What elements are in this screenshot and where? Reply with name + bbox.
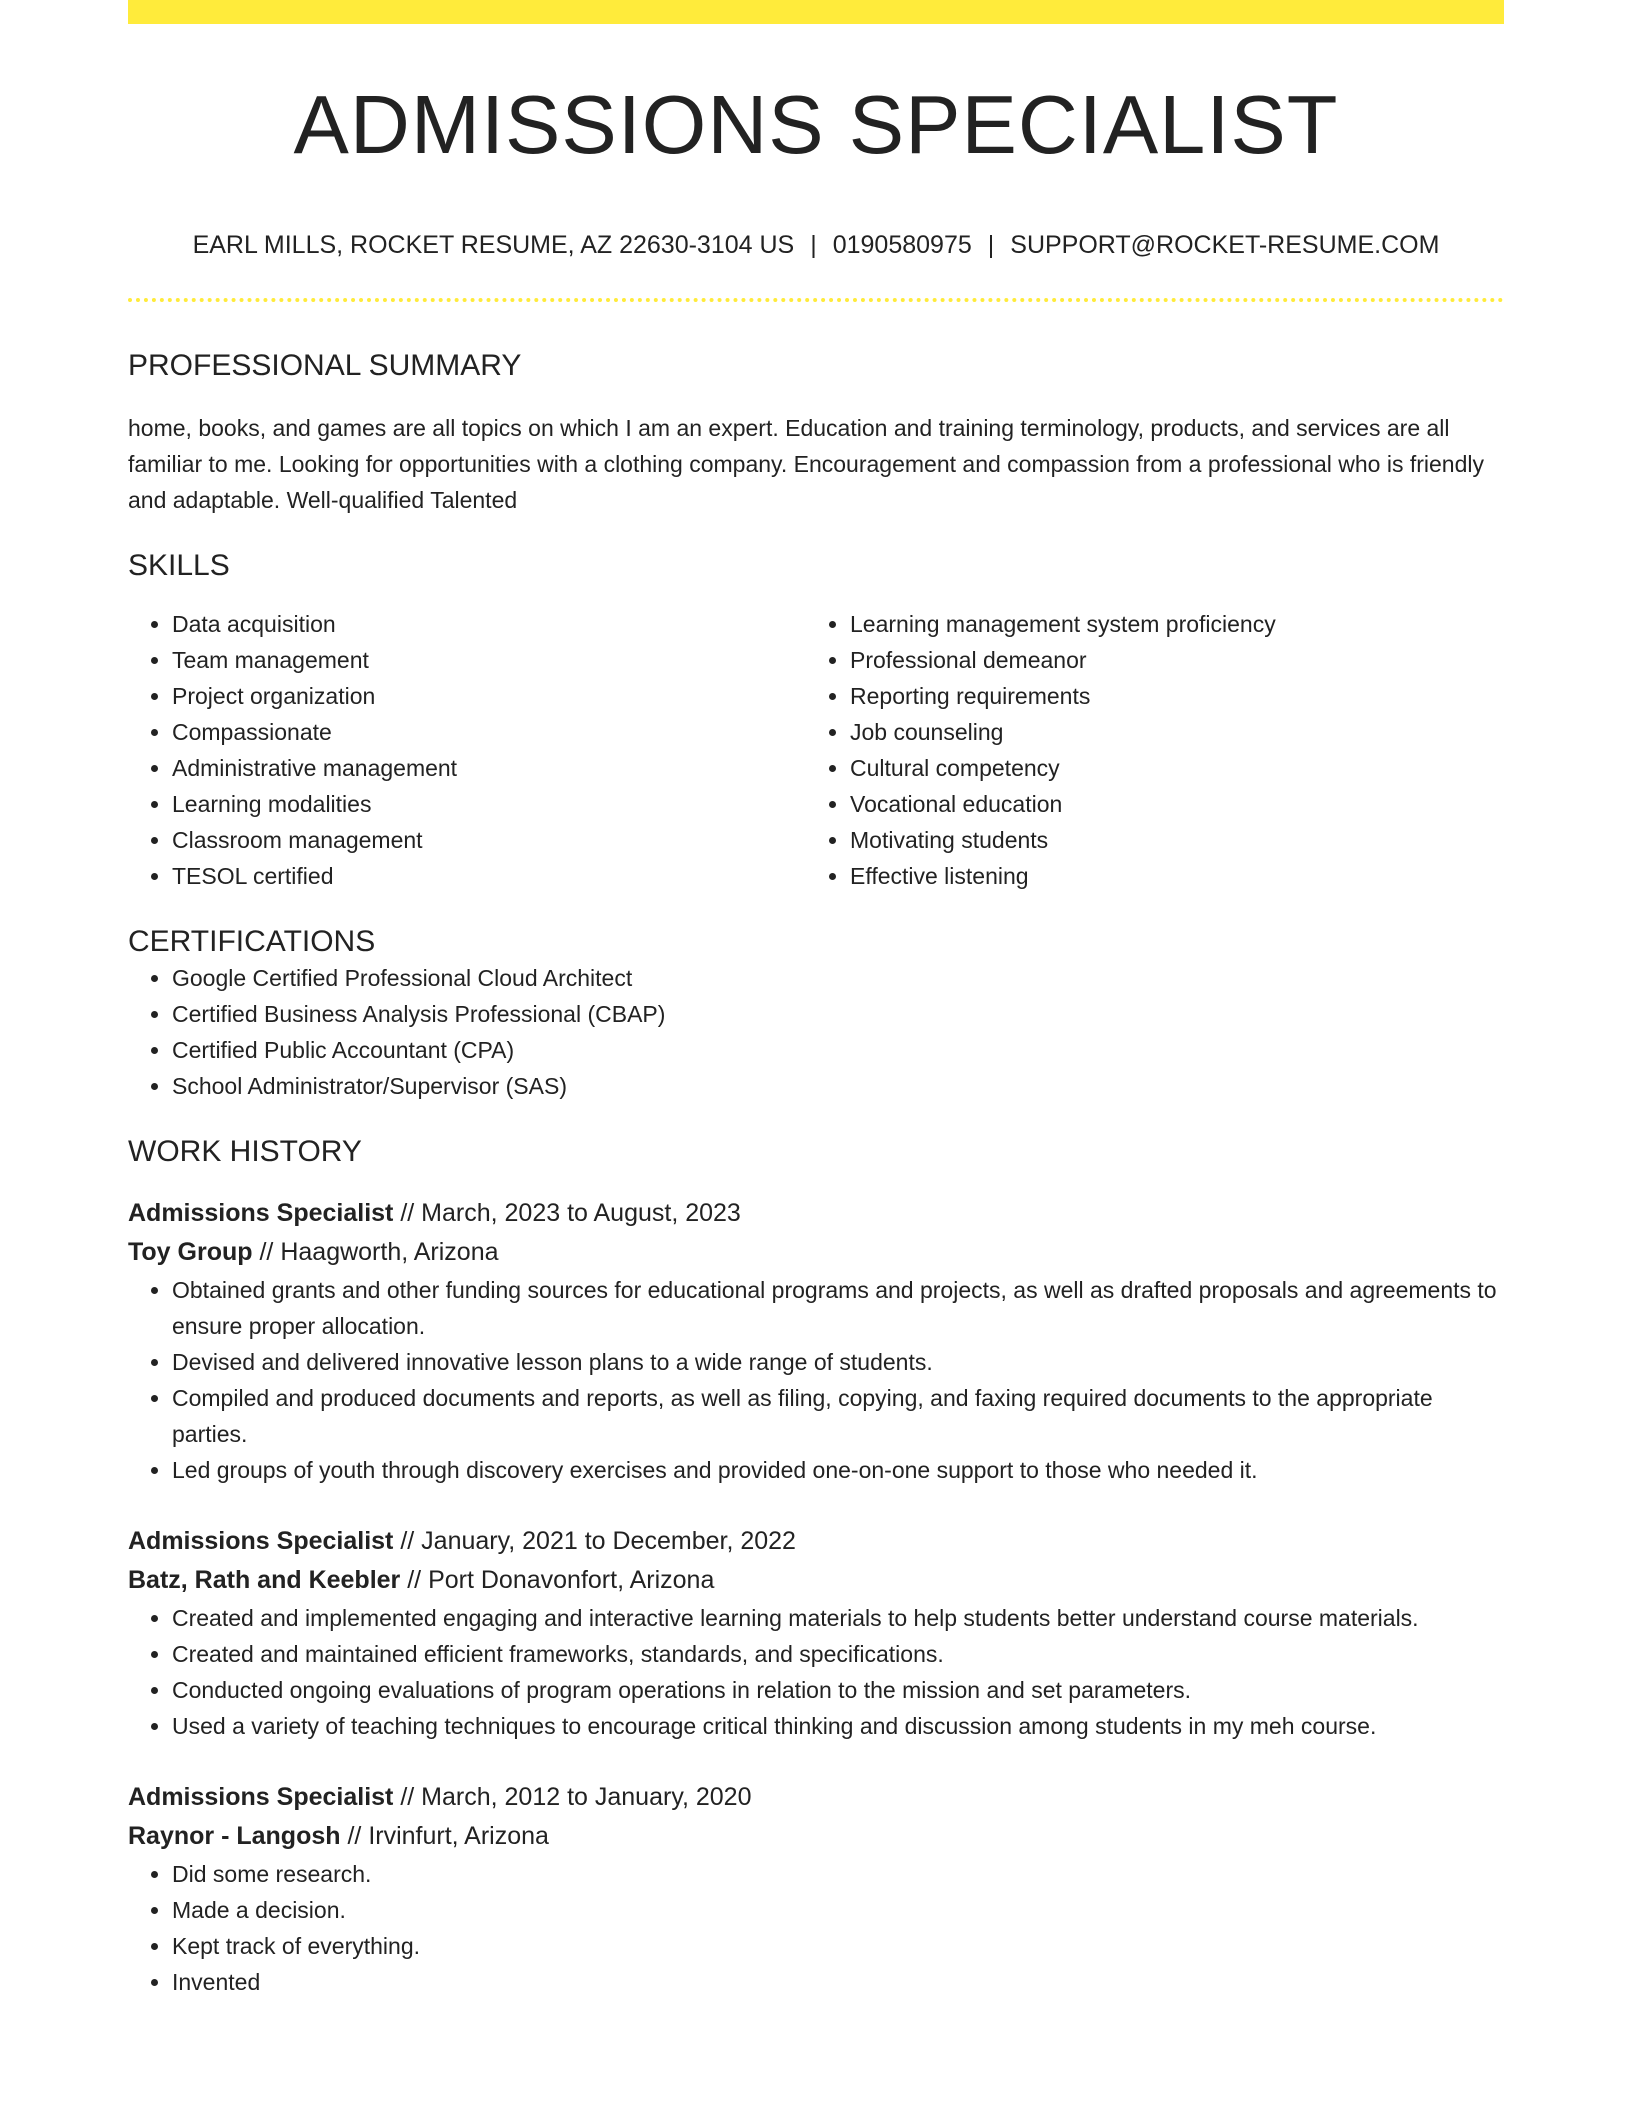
skills-grid <box>128 606 1504 894</box>
contact-separator: | <box>987 231 995 260</box>
job-company-line <box>128 1561 1504 1600</box>
contact-separator: | <box>810 231 817 260</box>
skills-list-right <box>806 606 1484 894</box>
job-company: Raynor - Langosh <box>128 1822 341 1851</box>
job-dates: January, 2021 to December, 2022 <box>421 1527 796 1556</box>
job-role: Admissions Specialist <box>128 1199 394 1228</box>
skill-item: • Motivating students <box>850 822 1484 858</box>
skill-item: • Effective listening <box>850 858 1484 894</box>
job-entry <box>128 1194 1504 1488</box>
job-location: Port Donavonfort, Arizona <box>428 1566 715 1595</box>
contact-phone: 0190580975 <box>832 231 972 260</box>
job-title-line <box>128 1522 1504 1561</box>
resume-page <box>128 0 1504 2000</box>
job-bullet: • Conducted ongoing evaluations of program operations in relation to the mission and set parameters. <box>172 1672 1504 1708</box>
job-bullet: • Created and maintained efficient frameworks, standards, and specifications. <box>172 1636 1504 1672</box>
job-dates: March, 2012 to January, 2020 <box>421 1783 752 1812</box>
skill-item: • Learning modalities <box>172 786 806 822</box>
job-bullet: • Kept track of everything. <box>172 1928 1504 1964</box>
job-bullet: • Obtained grants and other funding sources for educational programs and projects, as well as drafted proposals and agreements to ensure proper allocation. <box>172 1272 1504 1344</box>
job-separator: // <box>252 1238 281 1267</box>
skill-item: • Compassionate <box>172 714 806 750</box>
skill-item: • Professional demeanor <box>850 642 1484 678</box>
contact-address: EARL MILLS, ROCKET RESUME, AZ 22630-3104 US <box>192 231 795 260</box>
job-entry <box>128 1522 1504 1744</box>
job-bullet: • Created and implemented engaging and interactive learning materials to help students better understand course materials. <box>172 1600 1504 1636</box>
skill-item: • Data acquisition <box>172 606 806 642</box>
job-bullet: • Devised and delivered innovative lesson plans to a wide range of students. <box>172 1344 1504 1380</box>
job-bullets <box>128 1600 1504 1744</box>
job-separator: // <box>393 1527 422 1556</box>
skill-item: • Classroom management <box>172 822 806 858</box>
skill-item: • Vocational education <box>850 786 1484 822</box>
certification-item: • Google Certified Professional Cloud Architect <box>172 960 1504 996</box>
job-dates: March, 2023 to August, 2023 <box>421 1199 741 1228</box>
skill-item: • TESOL certified <box>172 858 806 894</box>
job-separator: // <box>393 1199 422 1228</box>
job-bullet: • Led groups of youth through discovery exercises and provided one-on-one support to those who needed it. <box>172 1452 1504 1488</box>
skills-list-left <box>128 606 806 894</box>
contact-email: SUPPORT@ROCKET-RESUME.COM <box>1010 231 1440 260</box>
job-bullet: • Used a variety of teaching techniques to encourage critical thinking and discussion among students in my meh course. <box>172 1708 1504 1744</box>
dotted-divider <box>128 298 1504 302</box>
job-role: Admissions Specialist <box>128 1527 394 1556</box>
resume-title: ADMISSIONS SPECIALIST <box>293 78 1339 171</box>
certification-item: • School Administrator/Supervisor (SAS) <box>172 1068 1504 1104</box>
job-bullet: • Did some research. <box>172 1856 1504 1892</box>
contact-line <box>128 230 1504 260</box>
job-company: Toy Group <box>128 1238 253 1267</box>
skills-column-right <box>806 606 1484 894</box>
job-company: Batz, Rath and Keebler <box>128 1566 401 1595</box>
certification-item: • Certified Public Accountant (CPA) <box>172 1032 1504 1068</box>
job-location: Irvinfurt, Arizona <box>368 1822 549 1851</box>
job-company-line <box>128 1817 1504 1856</box>
job-company-line <box>128 1233 1504 1272</box>
summary-heading: PROFESSIONAL SUMMARY <box>128 349 522 383</box>
job-separator: // <box>400 1566 429 1595</box>
skill-item: • Project organization <box>172 678 806 714</box>
job-separator: // <box>393 1783 422 1812</box>
job-title-line <box>128 1194 1504 1233</box>
skill-item: • Reporting requirements <box>850 678 1484 714</box>
job-separator: // <box>340 1822 369 1851</box>
skills-heading: SKILLS <box>128 549 230 583</box>
skill-item: • Job counseling <box>850 714 1484 750</box>
job-bullets <box>128 1856 1504 2000</box>
job-bullets <box>128 1272 1504 1488</box>
job-role: Admissions Specialist <box>128 1783 394 1812</box>
top-accent-bar <box>128 0 1504 24</box>
job-bullet: • Invented <box>172 1964 1504 2000</box>
job-location: Haagworth, Arizona <box>280 1238 499 1267</box>
skill-item: • Team management <box>172 642 806 678</box>
job-bullet: • Compiled and produced documents and reports, as well as filing, copying, and faxing required documents to the appropriate parties. <box>172 1380 1504 1452</box>
certification-item: • Certified Business Analysis Professional (CBAP) <box>172 996 1504 1032</box>
job-title-line <box>128 1778 1504 1817</box>
skill-item: • Administrative management <box>172 750 806 786</box>
certifications-heading: CERTIFICATIONS <box>128 925 376 959</box>
job-entry <box>128 1778 1504 2000</box>
skills-column-left <box>128 606 806 894</box>
summary-text: home, books, and games are all topics on which I am an expert. Education and training terminology, products, and services are all familiar to me. Looking for opportunities with a clothing company. Encouragement and compassion from a professional who is friendly and adaptable. Well-qualified Talented <box>128 415 1484 514</box>
work-history-heading: WORK HISTORY <box>128 1135 362 1169</box>
skill-item: • Learning management system proficiency <box>850 606 1484 642</box>
certifications-list <box>128 960 1504 1104</box>
skill-item: • Cultural competency <box>850 750 1484 786</box>
job-bullet: • Made a decision. <box>172 1892 1504 1928</box>
